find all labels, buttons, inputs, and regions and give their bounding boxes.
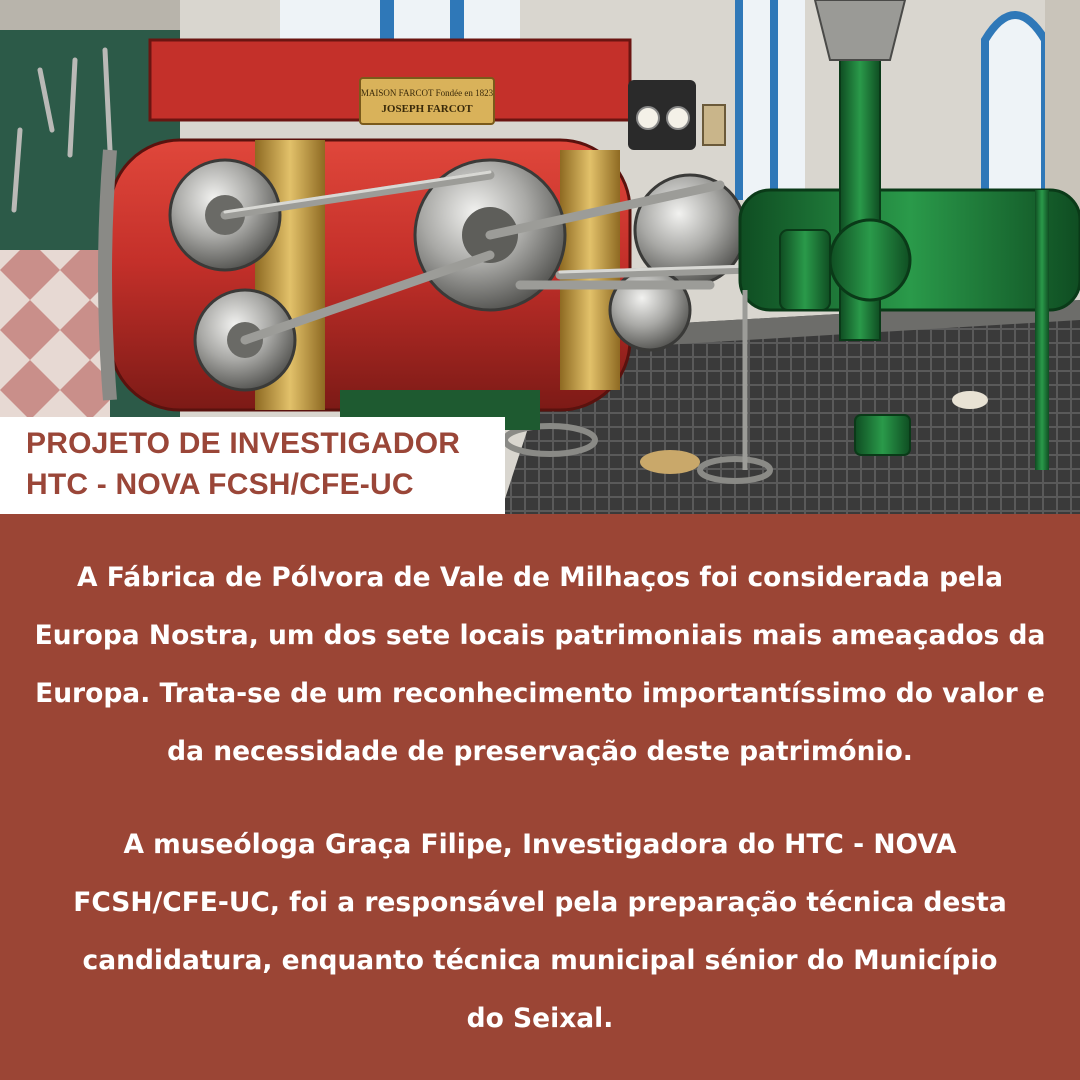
tag-line-2: HTC - NOVA FCSH/CFE-UC [26,468,414,501]
paragraph-1: A Fábrica de Pólvora de Vale de Milhaços foi considerada pela Europa Nostra, um dos sete locais patrimoniais mais ameaçados da Europa. Trata-se de um reconhecimento importantíssimo do valor e da necessidade de preservação deste património. [34,562,1046,767]
project-tag [0,417,505,514]
paragraph-2: A museóloga Graça Filipe, Investigadora do HTC - NOVA FCSH/CFE-UC, foi a responsável pela preparação técnica desta candidatura, enquanto técnica municipal sénior do Município do Seixal. [73,829,1007,1034]
tag-line-1: PROJETO DE INVESTIGADOR [26,427,461,460]
maker-plaque-line2: JOSEPH FARCOT [381,103,473,115]
text-panel [0,514,1080,1080]
maker-plaque-line1: MAISON FARCOT Fondée en 1823 [360,88,494,98]
